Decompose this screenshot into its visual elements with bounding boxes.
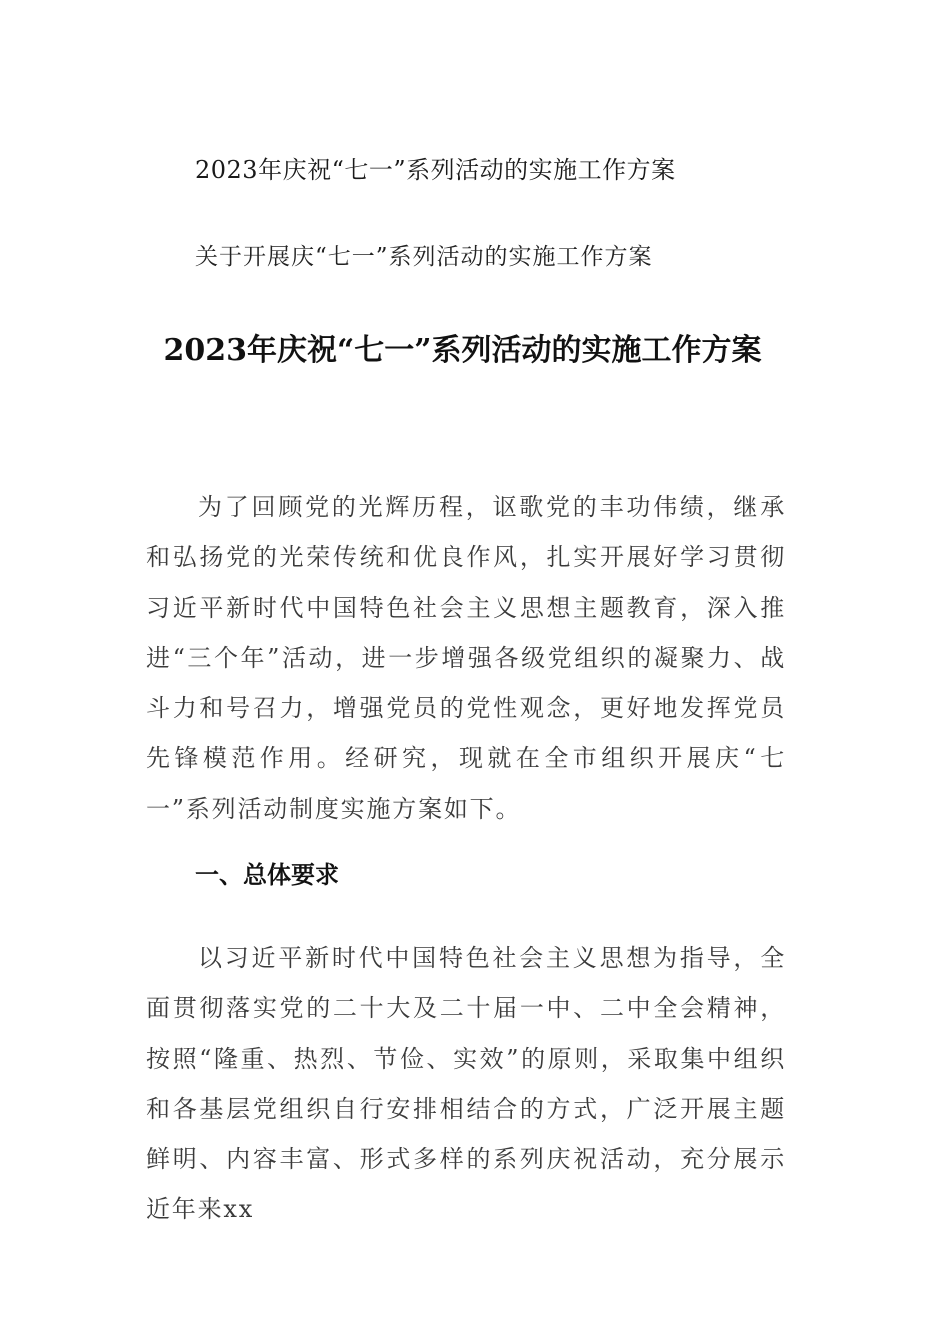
intro-paragraph: 为了回顾党的光辉历程，讴歌党的丰功伟绩，继承和弘扬党的光荣传统和优良作风，扎实开展好学习贯彻习近平新时代中国特色社会主义思想主题教育，深入推进“三个年”活动，进一步增强各级党组织的凝聚力、战斗力和号召力，增强党员的党性观念，更好地发挥党员先锋模范作用。经研究，现就在全市组织开展庆“七一”系列活动制度实施方案如下。 [146,493,786,823]
document-title: 2023年庆祝“七一”系列活动的实施工作方案 [163,333,762,368]
header-line-1: 2023年庆祝“七一”系列活动的实施工作方案 [195,156,676,184]
header-line-2: 关于开展庆“七一”系列活动的实施工作方案 [195,244,653,270]
general-requirements-paragraph: 以习近平新时代中国特色社会主义思想为指导，全面贯彻落实党的二十大及二十届一中、二中全会精神，按照“隆重、热烈、节俭、实效”的原则，采取集中组织和各基层党组织自行安排相结合的方式，广泛开展主题鲜明、内容丰富、形式多样的系列庆祝活动，充分展示近年来xx [146,944,786,1224]
section-heading-general-requirements: 一、总体要求 [195,861,339,889]
